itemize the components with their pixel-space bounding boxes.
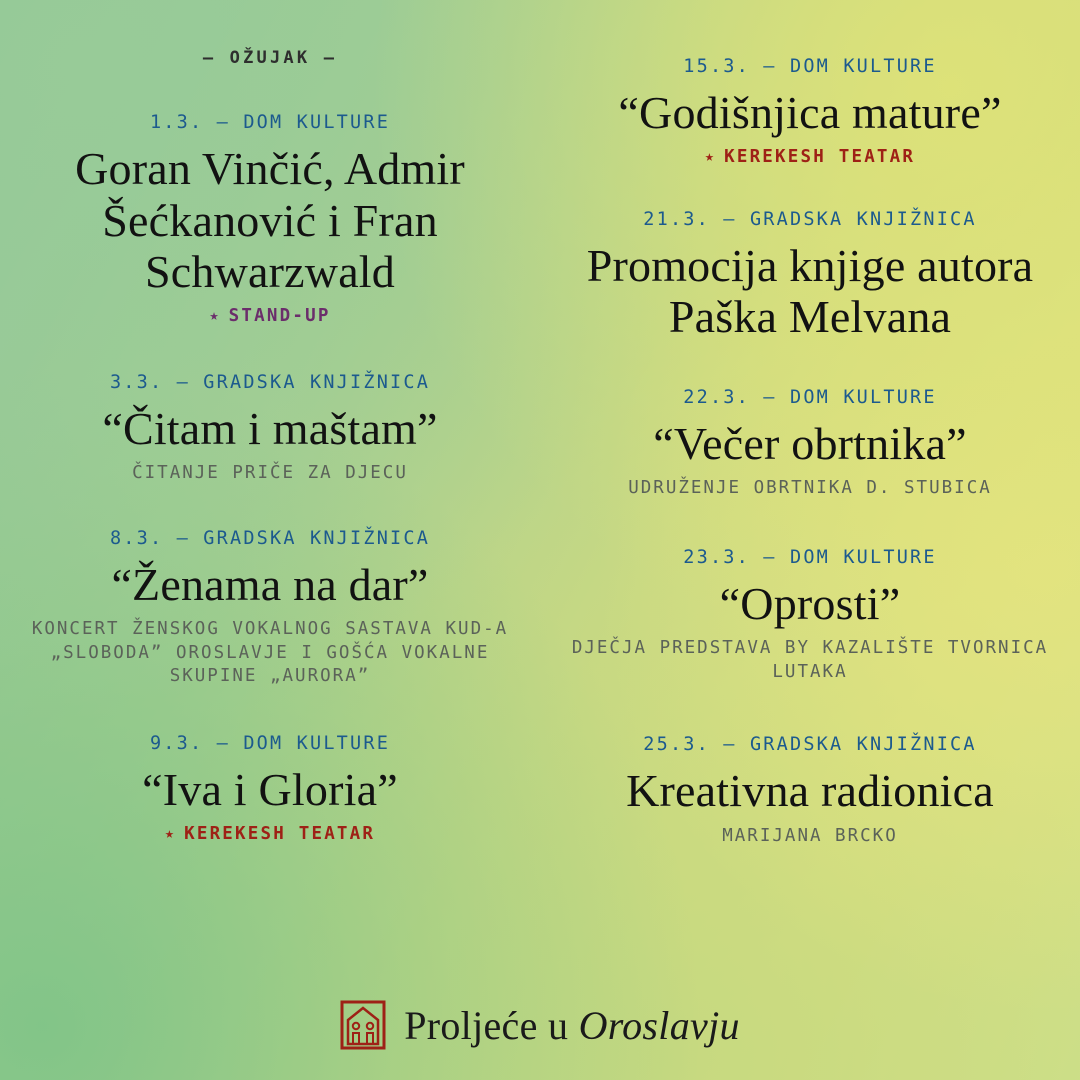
event-item	[566, 734, 1054, 848]
event-meta: 22.3. — DOM KULTURE	[683, 386, 937, 408]
event-subtitle: UDRUŽENJE OBRTNIKA D. STUBICA	[628, 478, 992, 499]
event-title: Goran Vinčić, Admir Šećkanović i Fran Schwarzwald	[75, 143, 465, 298]
event-subtitle: MARIJANA BRCKO	[722, 825, 898, 846]
event-meta: 3.3. — GRADSKA KNJIŽNICA	[109, 371, 431, 393]
event-title: “Godišnjica mature”	[618, 87, 1002, 138]
footer-title-plain: Proljeće u	[404, 1002, 579, 1048]
event-subtitle: DJEČJA PREDSTAVA BY KAZALIŠTE TVORNICA LUTAKA	[571, 638, 1049, 682]
event-item	[26, 528, 514, 689]
event-subtitle: ČITANJE PRIČE ZA DJECU	[132, 463, 408, 484]
events-grid	[0, 34, 1080, 875]
event-tag-label: KEREKESH TEATAR	[184, 823, 376, 844]
event-meta: 23.3. — DOM KULTURE	[683, 546, 937, 568]
event-item	[566, 209, 1054, 343]
event-title: Promocija knjige autora Paška Melvana	[586, 239, 1034, 343]
event-title: “Ženama na dar”	[111, 558, 429, 610]
event-meta: 9.3. — DOM KULTURE	[149, 733, 391, 755]
footer-title	[404, 1002, 740, 1049]
star-icon: ★	[209, 306, 221, 325]
event-title: “Iva i Gloria”	[142, 764, 398, 816]
event-tag	[26, 306, 514, 326]
event-title: “Čitam i maštam”	[102, 402, 438, 454]
event-item	[26, 112, 514, 326]
event-meta: 21.3. — GRADSKA KNJIŽNICA	[643, 208, 977, 230]
poster-footer	[0, 1000, 1080, 1050]
event-item	[26, 372, 514, 486]
star-icon: ★	[164, 824, 177, 843]
event-meta: 8.3. — GRADSKA KNJIŽNICA	[109, 527, 431, 549]
theatre-building-logo-icon	[340, 1000, 386, 1050]
event-meta: 25.3. — GRADSKA KNJIŽNICA	[643, 734, 977, 756]
star-icon: ★	[704, 147, 717, 166]
event-title: “Večer obrtnika”	[653, 417, 967, 469]
event-subtitle: KONCERT ŽENSKOG VOKALNOG SASTAVA KUD-A „SLOBODA” OROSLAVJE I GOŠĆA VOKALNE SKUPINE „AURORA”	[31, 619, 509, 687]
event-item	[26, 733, 514, 844]
events-column-left	[0, 34, 540, 875]
event-tag	[566, 147, 1054, 167]
event-tag	[26, 824, 514, 844]
event-item	[566, 547, 1054, 685]
month-label: — OŽUJAK —	[202, 48, 338, 68]
event-item	[566, 56, 1054, 167]
event-meta: 1.3. — DOM KULTURE	[149, 112, 391, 133]
event-meta: 15.3. — DOM KULTURE	[683, 56, 937, 77]
event-item	[566, 387, 1054, 501]
event-title: “Oprosti”	[719, 577, 901, 629]
event-tag-label: STAND-UP	[228, 305, 331, 326]
event-tag-label: KEREKESH TEATAR	[724, 146, 916, 167]
events-column-right	[540, 34, 1080, 875]
footer-title-italic: Oroslavju	[578, 1002, 740, 1048]
event-title: Kreativna radionica	[626, 765, 994, 817]
